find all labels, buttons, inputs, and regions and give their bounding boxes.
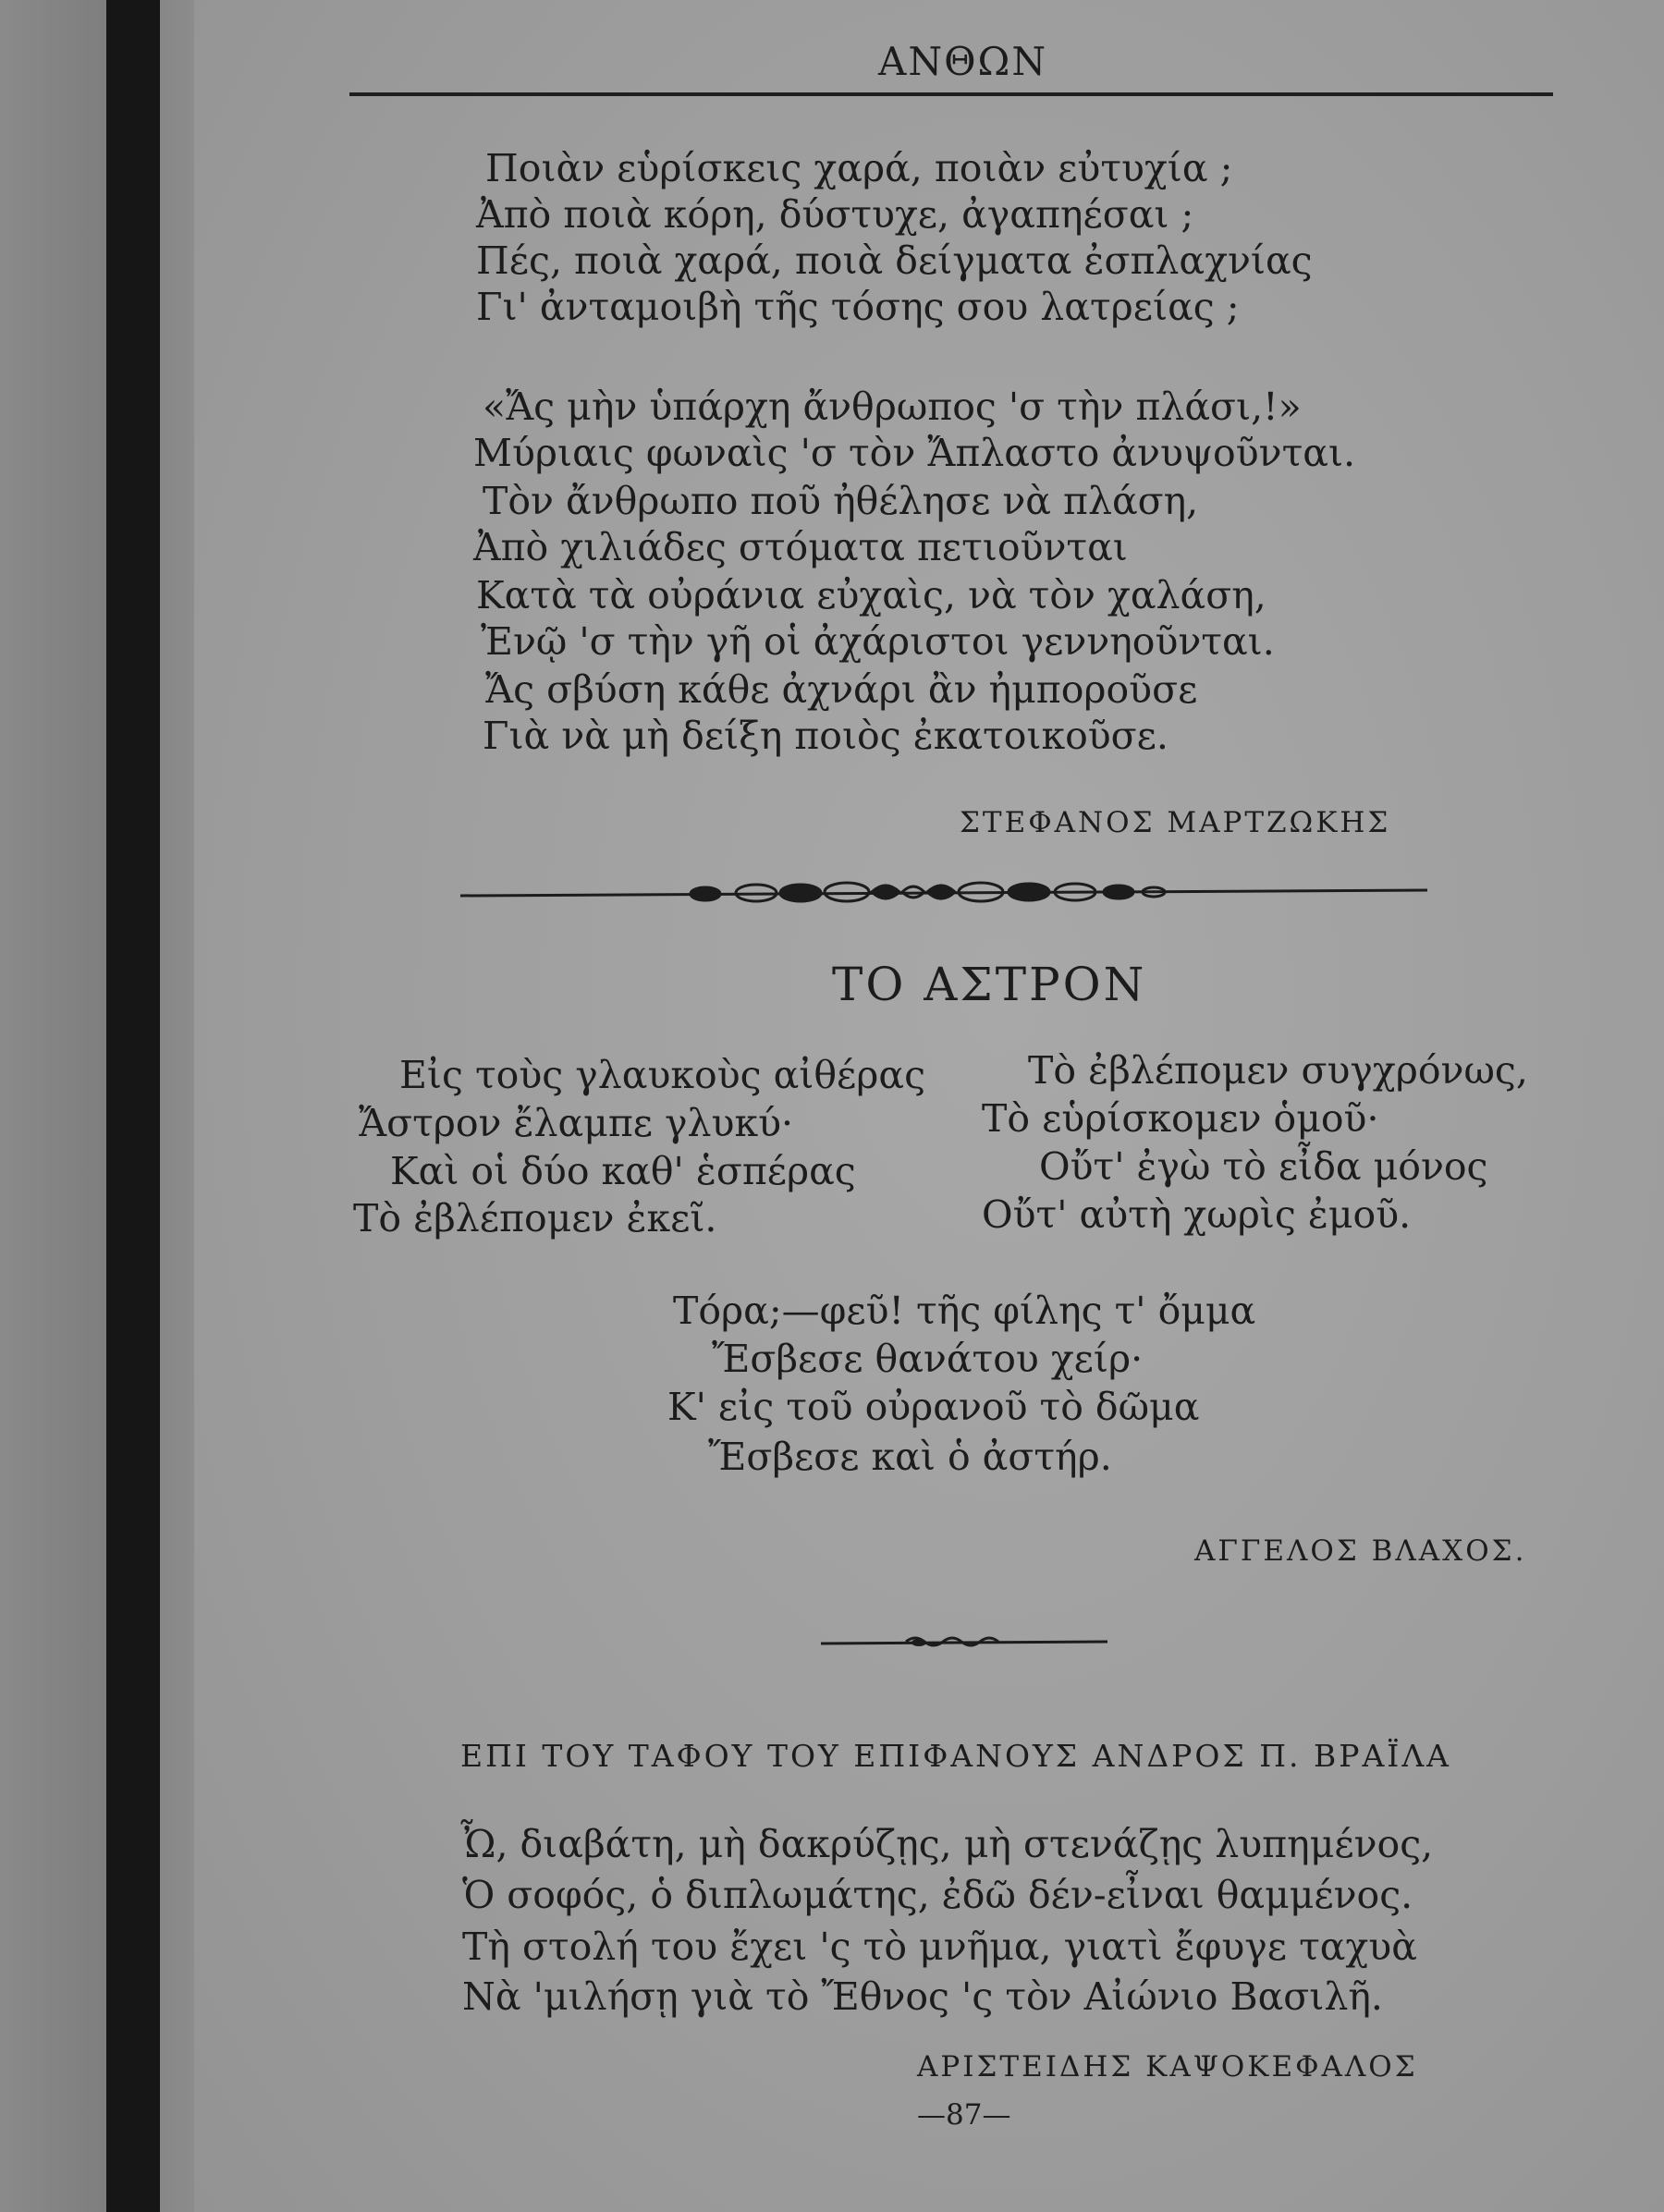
verse-line: Ἐνῷ 'σ τὴν γῆ οἱ ἀχάριστοι γεννηοῦνται.	[481, 619, 1275, 664]
verse-line: Μύριαις φωναὶς 'σ τὸν Ἄπλαστο ἀνυψοῦνται.	[473, 431, 1356, 475]
verse-line: Γι' ἀνταμοιβὴ τῆς τόσης σου λατρείας ;	[476, 285, 1240, 329]
verse-line: Τὸ ἐβλέπομεν ἐκεῖ.	[353, 1196, 717, 1240]
verse-line: Ἔσβεσε καὶ ὁ ἀστήρ.	[708, 1435, 1112, 1479]
verse-line: Ἀπὸ χιλιάδες στόματα πετιοῦνται	[473, 525, 1128, 569]
running-header: ΑΝΘΩΝ	[878, 39, 1048, 84]
verse-line: Τὸ ἐβλέπομεν συγχρόνως,	[1028, 1048, 1528, 1093]
verse-line: Τὸ εὑρίσκομεν ὁμοῦ·	[982, 1096, 1379, 1141]
header-rule	[349, 92, 1553, 96]
verse-line: Ὦ, διαβάτη, μὴ δακρύζῃς, μὴ στενάζῃς λυπημένος,	[460, 1822, 1434, 1866]
verse-line: Κ' εἰς τοῦ οὐρανοῦ τὸ δῶμα	[667, 1385, 1200, 1429]
verse-line: Οὔτ' ἐγὼ τὸ εἶδα μόνος	[1039, 1144, 1488, 1189]
verse-line: Ἔσβεσε θανάτου χείρ·	[712, 1337, 1144, 1381]
page-number: —87—	[917, 2098, 1011, 2132]
ornamental-divider	[460, 874, 1427, 910]
poem-title: ΕΠΙ ΤΟΥ ΤΑΦΟΥ ΤΟΥ ΕΠΙΦΑΝΟΥΣ ΑΝΔΡΟΣ Π. ΒΡΑΪΛΑ	[460, 1738, 1451, 1774]
verse-line: Γιὰ νὰ μὴ δείξη ποιὸς ἐκατοικοῦσε.	[483, 714, 1168, 758]
author-signature: ΑΡΙΣΤΕΙΔΗΣ ΚΑΨΟΚΕΦΑΛΟΣ	[917, 2050, 1418, 2084]
small-divider	[821, 1631, 1107, 1653]
verse-line: Πές, ποιὰ χαρά, ποιὰ δείγματα ἐσπλαχνίας	[476, 238, 1313, 283]
verse-line: Εἰς τοὺς γλαυκοὺς αἰθέρας	[399, 1053, 926, 1097]
verse-line: «Ἄς μὴν ὑπάρχη ἄνθρωπος 'σ τὴν πλάσι,!»	[483, 385, 1302, 429]
poem-title: ΤΟ ΑΣΤΡΟΝ	[832, 958, 1147, 1011]
verse-line: Ἄστρον ἔλαμπε γλυκύ·	[359, 1101, 794, 1145]
verse-line: Ποιὰν εὑρίσκεις χαρά, ποιὰν εὐτυχία ;	[485, 146, 1233, 190]
author-signature: ΣΤΕΦΑΝΟΣ ΜΑΡΤΖΩΚΗΣ	[960, 806, 1391, 839]
author-signature: ΑΓΓΕΛΟΣ ΒΛΑΧΟΣ.	[1194, 1534, 1527, 1568]
verse-line: Τὸν ἄνθρωπο ποῦ ἠθέλησε νὰ πλάση,	[483, 479, 1199, 523]
verse-line: Νὰ 'μιλήσῃ γιὰ τὸ Ἔθνος 'ς τὸν Αἰώνιο Βασιλῆ.	[462, 1974, 1383, 2019]
verse-line: Τὴ στολή του ἔχει 'ς τὸ μνῆμα, γιατὶ ἔφυγε ταχυὰ	[462, 1925, 1417, 1969]
verse-line: Καὶ οἱ δύο καθ' ἑσπέρας	[390, 1149, 856, 1193]
verse-line: Ὁ σοφός, ὁ διπλωμάτης, ἐδῶ δέν-εἶναι θαμμένος.	[462, 1873, 1413, 1917]
verse-line: Οὔτ' αὐτὴ χωρὶς ἐμοῦ.	[982, 1192, 1412, 1237]
verse-line: Ἄς σβύση κάθε ἀχνάρι ἂν ἠμποροῦσε	[485, 667, 1198, 712]
verse-line: Τόρα;—φεῦ! τῆς φίλης τ' ὄμμα	[673, 1289, 1256, 1333]
gutter-shadow	[106, 0, 160, 2212]
verse-line: Ἀπὸ ποιὰ κόρη, δύστυχε, ἀγαπηέσαι ;	[476, 192, 1194, 237]
verse-line: Κατὰ τὰ οὐράνια εὐχαὶς, νὰ τὸν χαλάση,	[476, 573, 1266, 617]
book-gutter	[0, 0, 194, 2212]
